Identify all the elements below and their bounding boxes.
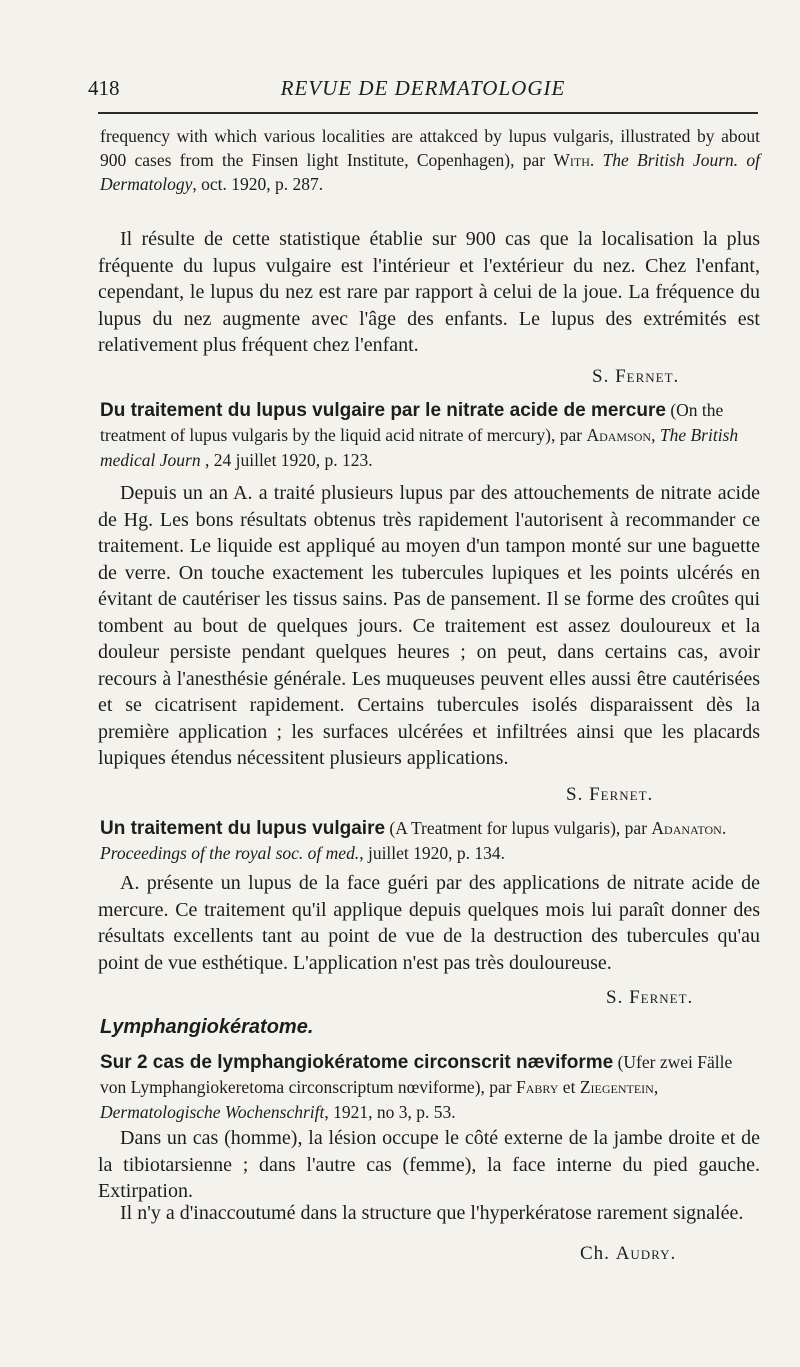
article-4-title: Sur 2 cas de lymphangiokératome circonscrit næviforme (100, 1052, 614, 1073)
article-3-ref: (A Treatment for lupus vulgaris), par (385, 818, 652, 838)
article-3-date: , juillet 1920, p. 134. (359, 843, 506, 863)
article-3-heading (100, 816, 762, 866)
paragraph-statistics: Il résulte de cette statistique établie sur 900 cas que la localisation la plus fréquente du lupus vulgaire est l'intérieur et l'extérieur du nez. Chez l'enfant, cependant, le lupus du nez est rare par rapport à celui de la joue. La fréquence du lupus du nez augmente avec l'âge des enfants. Le lupus des extrémités est relativement plus fréquent chez l'enfant. (98, 228, 760, 356)
top-reference (100, 124, 760, 196)
article-2-author: Adamson (586, 425, 652, 445)
article-4-et: et (558, 1077, 580, 1097)
signature-2-initial: S. (566, 784, 584, 805)
running-header (88, 76, 758, 102)
signature-4 (580, 1243, 676, 1265)
top-ref-journal: The British Journ. of Dermatology (100, 150, 761, 194)
article-4-body-1: Dans un cas (homme), la lésion occupe le côté externe de la jambe droite et de la tibiotarsienne ; dans l'autre cas (femme), la face interne du pied gauche. Extirpation. (98, 1127, 760, 1202)
article-3-author: Adanaton. (651, 818, 727, 838)
signature-1-initial: S. (592, 366, 610, 387)
article-2-heading (100, 398, 762, 473)
article-3-title: Un traitement du lupus vulgaire (100, 818, 386, 839)
section-heading: Lymphangiokératome. (100, 1016, 314, 1038)
article-2-date: , 24 juillet 1920, p. 123. (200, 450, 373, 470)
article-4-sep: , (653, 1077, 659, 1097)
article-4-author-1: Fabry (516, 1077, 559, 1097)
top-ref-sep: . (589, 150, 603, 170)
signature-3-initial: S. (606, 987, 624, 1008)
article-4-heading (100, 1050, 762, 1125)
signature-4-initial: Ch. (580, 1243, 610, 1264)
signature-3-name: Fernet. (629, 987, 694, 1008)
signature-2-name: Fernet. (589, 784, 654, 805)
article-4-author-2: Ziegentein (579, 1077, 654, 1097)
top-ref-author: With (553, 150, 590, 170)
signature-2 (566, 784, 653, 806)
signature-4-name: Audry. (615, 1243, 677, 1264)
article-3-body: A. présente un lupus de la face guéri par des applications de nitrate acide de mercure. Ce traitement qu'il applique depuis quelques mois lui paraît donner des résultats excellents tant au point de vue de la destruction des tubercules qu'au point de vue esthétique. L'application n'est pas très douloureuse. (98, 872, 760, 974)
signature-3 (606, 987, 693, 1009)
article-4-journal: Dermatologische Wochenschrift (100, 1102, 325, 1122)
top-ref-date: , oct. 1920, p. 287. (192, 174, 324, 194)
article-2-title: Du traitement du lupus vulgaire par le nitrate acide de mercure (100, 400, 666, 421)
article-2-sep: , (651, 425, 660, 445)
page-number: 418 (88, 76, 120, 100)
signature-1-name: Fernet. (615, 366, 680, 387)
article-4-ref: (Ufer zwei Fälle von Lymphangiokeretoma circonscriptum nœviforme), par (100, 1052, 733, 1097)
article-2-ref: (On the treatment of lupus vulgaris by the liquid acid nitrate of mercury), par (100, 400, 724, 445)
top-ref-text: frequency with which various localities are attakced by lupus vulgaris, illustrated by about 900 cases from the Finsen light Institute, Copenhagen), par (100, 126, 760, 170)
signature-1 (592, 366, 679, 388)
header-rule (98, 112, 758, 114)
article-2-body: Depuis un an A. a traité plusieurs lupus par des attouchements de nitrate acide de Hg. Les bons résultats obtenus très rapidement l'autorisent à recommander ce traitement. Le liquide est appliqué au moyen d'un tampon monté sur une baguette de verre. On touche exactement les tubercules lupiques et les points ulcérés en évitant de cautériser les tissus sains. Pas de pansement. Il se forme des croûtes qui tombent au bout de quelques jours. Ce traitement est assez douloureux et la douleur persiste pendant quelques heures ; on peut, dans certains cas, avoir recours à l'anesthésie générale. Les muqueuses peuvent elles aussi être cautérisées et se cicatrisent rapidement. Certains tubercules isolés disparaissent dès la première application ; les surfaces ulcérées et infiltrées ainsi que les placards lupiques étendus nécessitent plusieurs applications. (98, 482, 760, 769)
article-4-body-2: Il n'y a d'inaccoutumé dans la structure que l'hyperkératose rarement signalée. (120, 1202, 744, 1224)
article-3-journal: Proceedings of the royal soc. of med. (100, 843, 360, 863)
journal-title: REVUE DE DERMATOLOGIE (280, 76, 566, 100)
article-4-date: , 1921, no 3, p. 53. (324, 1102, 456, 1122)
article-2-journal: The British medical Journ (100, 425, 739, 470)
